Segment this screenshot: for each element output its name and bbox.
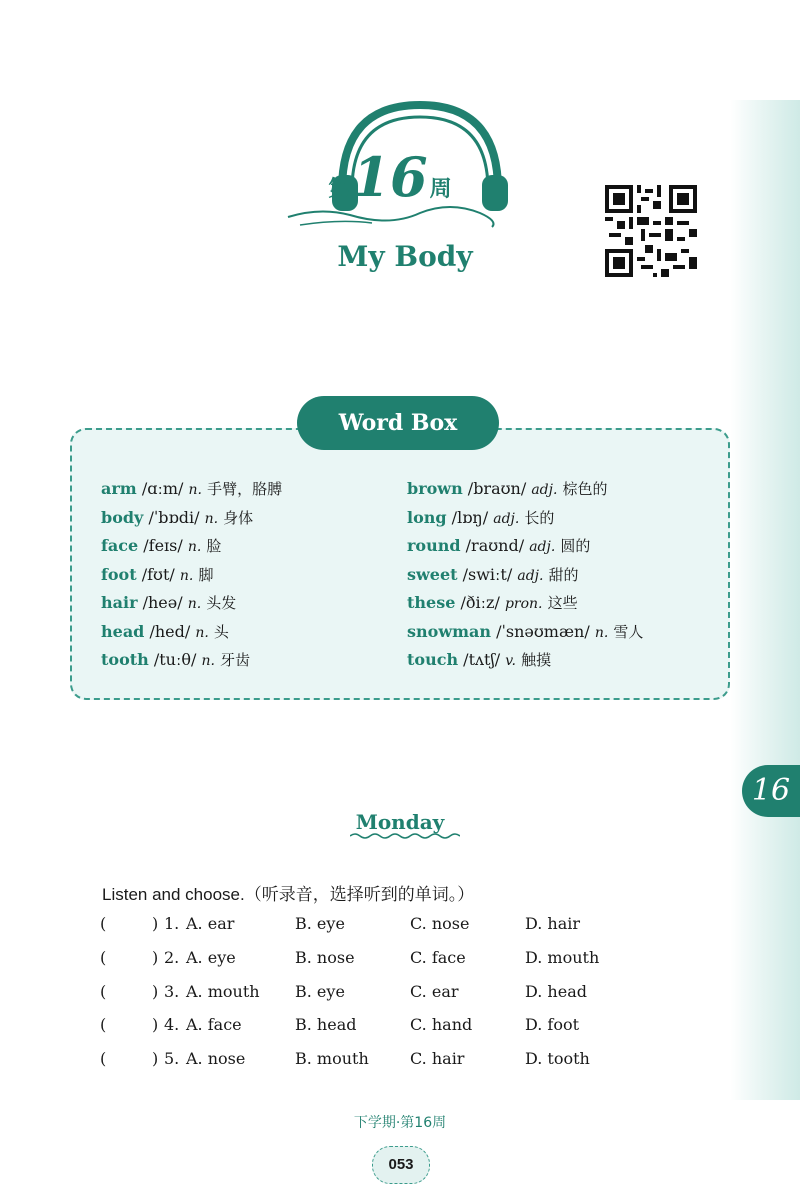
vocab-part-of-speech: adj. — [529, 539, 556, 555]
option-b: B. eye — [295, 914, 345, 933]
option-d: D. mouth — [525, 948, 600, 967]
answer-paren-open[interactable]: ( — [100, 1015, 107, 1034]
option-b: B. head — [295, 1015, 357, 1034]
option-c: C. hair — [410, 1049, 465, 1068]
question-number: 3. — [164, 982, 180, 1001]
word-entry — [101, 592, 282, 621]
page-number: 053 — [372, 1146, 430, 1184]
vocab-word: arm — [101, 479, 137, 498]
vocab-translation: 头 — [213, 622, 229, 641]
option-d: D. foot — [525, 1015, 580, 1034]
word-entry — [407, 535, 643, 564]
word-entry — [101, 649, 282, 678]
answer-paren-close: ) — [152, 914, 159, 933]
vocab-translation: 脚 — [198, 565, 214, 584]
vocab-phonetic: /tuːθ/ — [153, 650, 197, 669]
question-number: 4. — [164, 1015, 180, 1034]
week-side-tab: 16 — [742, 765, 800, 817]
option-c: C. hand — [410, 1015, 473, 1034]
word-entry — [407, 478, 643, 507]
vocab-part-of-speech: n. — [187, 539, 202, 555]
vocab-phonetic: /braʊn/ — [467, 479, 527, 498]
vocab-word: body — [101, 507, 144, 527]
option-b: B. nose — [295, 948, 355, 967]
week-heading — [290, 145, 490, 209]
vocab-word: foot — [101, 564, 137, 584]
vocab-phonetic: /ðiːz/ — [460, 593, 500, 612]
answer-paren-open[interactable]: ( — [100, 948, 107, 967]
footer-term-week: 下学期·第16周 — [353, 1115, 447, 1131]
week-suffix: 周 — [429, 177, 452, 202]
vocab-part-of-speech: n. — [594, 624, 609, 641]
option-b: B. eye — [295, 982, 345, 1001]
vocab-translation: 脸 — [206, 537, 222, 555]
option-c: C. face — [410, 948, 466, 967]
vocab-phonetic: /lɒŋ/ — [451, 507, 489, 527]
vocab-phonetic: /ˈsnəʊmæn/ — [496, 621, 590, 641]
vocab-part-of-speech: adj. — [517, 567, 544, 584]
option-a: A. face — [186, 1015, 242, 1034]
vocab-phonetic: /hed/ — [149, 621, 191, 641]
question-row — [100, 982, 720, 1016]
question-row — [100, 1049, 720, 1083]
vocab-translation: 雪人 — [613, 622, 644, 641]
vocab-word: head — [101, 621, 145, 641]
word-entry — [101, 621, 282, 650]
vocab-part-of-speech: adj. — [531, 482, 558, 498]
section-day-heading: Monday — [355, 810, 445, 834]
vocab-translation: 手臂，胳膊 — [207, 480, 283, 498]
vocab-word: brown — [407, 479, 463, 498]
vocab-part-of-speech: n. — [188, 482, 202, 498]
answer-paren-open[interactable]: ( — [100, 1049, 107, 1068]
answer-paren-close: ) — [152, 948, 159, 967]
vocab-part-of-speech: n. — [195, 624, 209, 641]
question-row — [100, 914, 720, 948]
exercise-instruction: Listen and choose.（听录音，选择听到的单词。） — [102, 885, 475, 904]
vocab-translation: 这些 — [547, 594, 578, 612]
answer-paren-close: ) — [152, 1049, 159, 1068]
question-row — [100, 1015, 720, 1049]
option-d: D. head — [525, 982, 587, 1001]
vocab-translation: 触摸 — [521, 651, 552, 669]
vocab-part-of-speech: v. — [505, 653, 516, 669]
vocab-word: touch — [407, 650, 459, 669]
vocab-word: these — [407, 593, 456, 612]
vocab-phonetic: /heə/ — [142, 593, 183, 612]
option-c: C. nose — [410, 914, 470, 933]
qr-code-icon[interactable] — [605, 185, 697, 277]
question-number: 1. — [164, 914, 180, 933]
vocab-phonetic: /fʊt/ — [141, 564, 175, 584]
side-decoration-strip — [730, 100, 800, 1100]
vocab-word: hair — [101, 593, 138, 612]
option-d: D. tooth — [525, 1049, 590, 1068]
vocab-word: round — [407, 536, 461, 555]
vocab-word: long — [407, 507, 447, 527]
vocab-translation: 棕色的 — [562, 480, 608, 498]
week-prefix: 第 — [328, 177, 351, 202]
vocab-translation: 牙齿 — [220, 651, 251, 669]
option-a: A. eye — [186, 948, 236, 967]
vocab-translation: 长的 — [524, 508, 555, 527]
option-a: A. ear — [186, 914, 235, 933]
vocab-part-of-speech: adj. — [493, 510, 520, 527]
wave-underline — [350, 832, 460, 840]
word-list-right — [407, 478, 643, 678]
vocab-phonetic: /feɪs/ — [143, 536, 183, 555]
question-number: 5. — [164, 1049, 180, 1068]
option-a: A. mouth — [186, 982, 260, 1001]
vocab-part-of-speech: pron. — [504, 596, 543, 612]
word-entry — [101, 478, 282, 507]
option-a: A. nose — [186, 1049, 246, 1068]
vocab-translation: 头发 — [206, 594, 237, 612]
vocab-part-of-speech: n. — [187, 596, 202, 612]
question-row — [100, 948, 720, 982]
vocab-word: snowman — [407, 621, 492, 641]
vocab-phonetic: /ˈbɒdi/ — [148, 507, 200, 527]
vocab-word: face — [101, 536, 139, 555]
answer-paren-open[interactable]: ( — [100, 914, 107, 933]
word-entry — [101, 507, 282, 536]
vocab-translation: 甜的 — [548, 565, 579, 584]
answer-paren-close: ) — [152, 1015, 159, 1034]
page-title: My Body — [337, 240, 473, 273]
vocab-phonetic: /tʌtʃ/ — [463, 650, 501, 669]
option-c: C. ear — [410, 982, 459, 1001]
week-number: 16 — [352, 145, 428, 209]
word-list-left — [101, 478, 282, 678]
word-entry — [407, 564, 643, 593]
word-entry — [101, 535, 282, 564]
vocab-part-of-speech: n. — [204, 510, 219, 527]
word-entry — [407, 621, 643, 650]
question-number: 2. — [164, 948, 180, 967]
vocab-part-of-speech: n. — [179, 567, 194, 584]
word-entry — [407, 592, 643, 621]
answer-paren-open[interactable]: ( — [100, 982, 107, 1001]
vocab-word: tooth — [101, 650, 149, 669]
vocab-phonetic: /ɑːm/ — [141, 479, 184, 498]
word-entry — [407, 649, 643, 678]
vocab-phonetic: /raʊnd/ — [465, 536, 525, 555]
answer-paren-close: ) — [152, 982, 159, 1001]
vocab-phonetic: /swiːt/ — [462, 564, 513, 584]
option-b: B. mouth — [295, 1049, 369, 1068]
word-entry — [101, 564, 282, 593]
vocab-part-of-speech: n. — [201, 653, 215, 669]
word-box-title: Word Box — [297, 396, 499, 450]
option-d: D. hair — [525, 914, 581, 933]
vocab-translation: 圆的 — [560, 537, 591, 555]
vocab-word: sweet — [407, 564, 458, 584]
word-entry — [407, 507, 643, 536]
vocab-translation: 身体 — [223, 508, 254, 527]
